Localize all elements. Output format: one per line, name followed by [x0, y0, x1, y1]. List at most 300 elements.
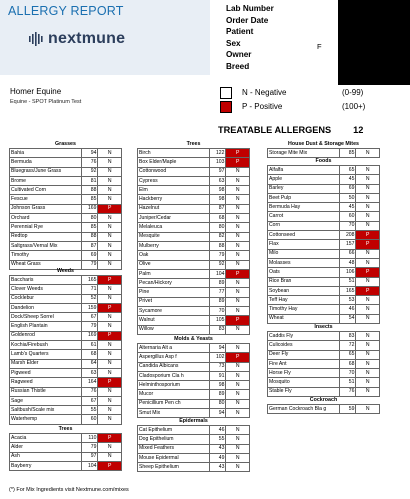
- field-breed: Breed: [226, 61, 250, 71]
- allergen-result: N: [356, 359, 380, 368]
- allergen-result: N: [98, 406, 122, 415]
- allergen-result: P: [356, 240, 380, 249]
- allergen-value: 70: [339, 221, 356, 230]
- allergen-result: N: [226, 435, 250, 444]
- allergen-result: N: [226, 288, 250, 297]
- allergen-name: Cocklebur: [10, 294, 82, 303]
- allergen-row: [10, 387, 122, 396]
- allergen-value: 169: [81, 204, 98, 213]
- allergen-name: Flax: [268, 240, 340, 249]
- allergen-result: N: [98, 195, 122, 204]
- allergen-name: Birch: [138, 149, 210, 158]
- allergen-value: 46: [209, 426, 226, 435]
- allergen-result: N: [98, 368, 122, 377]
- allergen-result: N: [98, 251, 122, 260]
- allergen-value: 159: [81, 303, 98, 312]
- allergen-row: [138, 371, 250, 380]
- allergen-row: [10, 158, 122, 167]
- allergen-name: Helminthosporium: [138, 381, 210, 390]
- allergen-name: Teff Hay: [268, 296, 340, 305]
- allergen-name: Apple: [268, 175, 340, 184]
- allergen-result: N: [226, 399, 250, 408]
- allergen-result: N: [226, 186, 250, 195]
- allergen-value: 98: [209, 381, 226, 390]
- allergen-result: N: [98, 415, 122, 424]
- allergen-result: P: [98, 303, 122, 312]
- allergen-value: 80: [81, 214, 98, 223]
- section-trees: [137, 141, 250, 335]
- treatable-allergens: [218, 125, 363, 135]
- allergen-value: 92: [81, 167, 98, 176]
- allergen-value: 92: [209, 260, 226, 269]
- allergen-result: N: [226, 362, 250, 371]
- allergen-value: 63: [209, 176, 226, 185]
- allergen-value: 104: [81, 461, 98, 470]
- allergen-name: Smut Mix: [138, 409, 210, 418]
- allergen-value: 157: [339, 240, 356, 249]
- positive-label: P - Positive: [242, 102, 283, 111]
- allergen-name: Molasses: [268, 258, 340, 267]
- section-cockroach: [267, 397, 380, 414]
- test-name: Equine - SPOT Platinum Test: [10, 99, 82, 105]
- allergen-row: [10, 313, 122, 322]
- allergen-result: N: [226, 195, 250, 204]
- allergen-row: [268, 240, 380, 249]
- allergen-value: 85: [81, 223, 98, 232]
- allergen-row: [10, 452, 122, 461]
- allergen-value: 45: [339, 203, 356, 212]
- allergen-result: N: [356, 378, 380, 387]
- sex-value: F: [317, 42, 322, 51]
- allergen-table: [9, 433, 122, 471]
- allergen-value: 65: [339, 166, 356, 175]
- allergen-value: 83: [209, 325, 226, 334]
- allergen-result: P: [356, 231, 380, 240]
- allergen-value: 83: [339, 332, 356, 341]
- allergen-result: N: [356, 277, 380, 286]
- allergen-result: N: [98, 322, 122, 331]
- allergen-row: [138, 158, 250, 167]
- allergen-value: 54: [339, 314, 356, 323]
- allergen-value: 55: [81, 406, 98, 415]
- allergen-value: 88: [81, 232, 98, 241]
- allergen-result: N: [98, 260, 122, 269]
- allergen-value: 87: [81, 241, 98, 250]
- allergen-value: 45: [339, 175, 356, 184]
- allergen-name: Mucor: [138, 390, 210, 399]
- allergen-result: N: [356, 166, 380, 175]
- allergen-result: P: [226, 353, 250, 362]
- allergen-value: 50: [339, 193, 356, 202]
- allergen-name: Bayberry: [10, 461, 82, 470]
- allergen-result: N: [98, 214, 122, 223]
- allergen-name: Wheat Grass: [10, 260, 82, 269]
- allergen-value: 43: [209, 444, 226, 453]
- allergen-row: [268, 258, 380, 267]
- allergen-name: Stable Fly: [268, 387, 340, 396]
- allergen-name: Willow: [138, 325, 210, 334]
- allergen-row: [10, 322, 122, 331]
- allergen-name: Sheep Epithelium: [138, 463, 210, 472]
- allergen-value: 122: [209, 149, 226, 158]
- allergen-value: 91: [209, 371, 226, 380]
- allergen-row: [268, 369, 380, 378]
- allergen-row: [138, 362, 250, 371]
- allergen-result: P: [98, 276, 122, 285]
- allergen-value: 61: [81, 341, 98, 350]
- allergen-name: Brome: [10, 176, 82, 185]
- allergen-row: [268, 184, 380, 193]
- allergen-name: Acacia: [10, 434, 82, 443]
- allergen-name: Timothy: [10, 251, 82, 260]
- allergen-value: 73: [209, 362, 226, 371]
- allergen-value: 94: [209, 409, 226, 418]
- allergen-value: 110: [81, 434, 98, 443]
- allergen-name: Oats: [268, 268, 340, 277]
- allergen-result: N: [226, 232, 250, 241]
- allergen-value: 60: [81, 415, 98, 424]
- allergen-name: Melaleuca: [138, 223, 210, 232]
- allergen-value: 165: [339, 286, 356, 295]
- allergen-row: [138, 223, 250, 232]
- allergen-name: Saltgrass/Vernal Mix: [10, 241, 82, 250]
- allergen-name: Redtop: [10, 232, 82, 241]
- allergen-result: N: [98, 443, 122, 452]
- allergen-result: P: [98, 331, 122, 340]
- allergen-row: [10, 167, 122, 176]
- allergen-name: Pigweed: [10, 368, 82, 377]
- logo-text: nextmune: [48, 30, 126, 47]
- allergen-name: Caddis Fly: [268, 332, 340, 341]
- allergen-name: Mesquite: [138, 232, 210, 241]
- allergen-name: Cottonseed: [268, 231, 340, 240]
- allergen-value: 106: [339, 268, 356, 277]
- allergen-row: [268, 166, 380, 175]
- section-epidermals: [137, 418, 250, 472]
- allergen-result: N: [356, 249, 380, 258]
- allergen-result: N: [226, 409, 250, 418]
- allergen-value: 48: [339, 258, 356, 267]
- section-title: Cockroach: [309, 397, 338, 403]
- section-title: Trees: [58, 426, 73, 432]
- allergen-name: Carrot: [268, 212, 340, 221]
- allergen-row: [138, 426, 250, 435]
- allergen-result: N: [98, 158, 122, 167]
- allergen-value: 69: [339, 184, 356, 193]
- allergen-result: N: [98, 313, 122, 322]
- allergen-table: [9, 148, 122, 270]
- allergen-name: Cypress: [138, 176, 210, 185]
- allergen-name: Alternaria Alt a: [138, 344, 210, 353]
- allergen-result: N: [356, 184, 380, 193]
- allergen-name: Horse Fly: [268, 369, 340, 378]
- allergen-row: [10, 204, 122, 213]
- allergen-result: N: [98, 223, 122, 232]
- allergen-value: 94: [209, 344, 226, 353]
- allergen-name: Cat Epithelium: [138, 426, 210, 435]
- allergen-value: 169: [81, 331, 98, 340]
- positive-swatch: [220, 101, 232, 113]
- allergen-table: [267, 148, 380, 158]
- allergen-name: Johnson Grass: [10, 204, 82, 213]
- allergen-row: [10, 285, 122, 294]
- report-fields: [226, 3, 274, 73]
- allergen-name: Alfalfa: [268, 166, 340, 175]
- allergen-result: N: [98, 167, 122, 176]
- allergen-row: [138, 269, 250, 278]
- allergen-row: [138, 204, 250, 213]
- allergen-row: [138, 316, 250, 325]
- allergen-result: N: [356, 387, 380, 396]
- allergen-value: 70: [339, 369, 356, 378]
- allergen-name: Walnut: [138, 316, 210, 325]
- allergen-value: 165: [81, 276, 98, 285]
- allergen-value: 52: [81, 294, 98, 303]
- allergen-result: N: [356, 193, 380, 202]
- allergen-result: N: [226, 381, 250, 390]
- treatable-label: TREATABLE ALLERGENS: [218, 125, 332, 135]
- allergen-value: 81: [81, 176, 98, 185]
- allergen-value: 97: [209, 167, 226, 176]
- allergen-result: N: [226, 251, 250, 260]
- allergen-result: N: [226, 453, 250, 462]
- allergen-result: N: [356, 305, 380, 314]
- allergen-value: 46: [339, 305, 356, 314]
- allergen-value: 65: [339, 350, 356, 359]
- allergen-result: N: [356, 203, 380, 212]
- allergen-result: N: [98, 186, 122, 195]
- allergen-name: Oak: [138, 251, 210, 260]
- allergen-value: 89: [209, 390, 226, 399]
- allergen-result: N: [226, 426, 250, 435]
- allergen-row: [138, 453, 250, 462]
- allergen-row: [268, 277, 380, 286]
- section-grasses: [9, 141, 122, 270]
- allergen-value: 85: [81, 195, 98, 204]
- allergen-value: 89: [209, 279, 226, 288]
- allergen-result: N: [226, 371, 250, 380]
- allergen-row: [10, 303, 122, 312]
- allergen-value: 103: [209, 158, 226, 167]
- allergen-name: Hazelnut: [138, 204, 210, 213]
- allergen-row: [138, 288, 250, 297]
- allergen-row: [10, 341, 122, 350]
- allergen-row: [138, 279, 250, 288]
- allergen-value: 71: [81, 285, 98, 294]
- allergen-value: 68: [209, 214, 226, 223]
- allergen-result: N: [226, 260, 250, 269]
- section-title: Epidermals: [179, 418, 208, 424]
- allergen-value: 51: [339, 378, 356, 387]
- nextmune-logo: [28, 28, 125, 50]
- allergen-result: N: [356, 314, 380, 323]
- allergen-name: Cottonwood: [138, 167, 210, 176]
- allergen-result: N: [98, 341, 122, 350]
- allergen-row: [268, 212, 380, 221]
- allergen-value: 164: [81, 378, 98, 387]
- allergen-value: 94: [81, 149, 98, 158]
- allergen-result: N: [356, 341, 380, 350]
- allergen-row: [10, 251, 122, 260]
- allergen-name: Mouse Epidermal: [138, 453, 210, 462]
- footnote: (*) For Mix Ingredients visit Nextmune.com/mixes: [9, 487, 129, 493]
- allergen-row: [10, 378, 122, 387]
- allergen-row: [268, 268, 380, 277]
- allergen-result: N: [98, 294, 122, 303]
- allergen-value: 68: [81, 350, 98, 359]
- allergen-row: [268, 350, 380, 359]
- allergen-row: [10, 331, 122, 340]
- allergen-result: P: [226, 316, 250, 325]
- allergen-name: Elm: [138, 186, 210, 195]
- allergen-name: Dog Epithelium: [138, 435, 210, 444]
- allergen-name: Perennial Rye: [10, 223, 82, 232]
- allergen-name: Bermuda Hay: [268, 203, 340, 212]
- allergen-row: [268, 175, 380, 184]
- allergen-name: Fescue: [10, 195, 82, 204]
- allergen-row: [10, 223, 122, 232]
- allergen-name: Box Elder/Maple: [138, 158, 210, 167]
- allergen-value: 76: [81, 158, 98, 167]
- allergen-name: Fire Ant: [268, 359, 340, 368]
- allergen-name: Storage Mite Mix: [268, 149, 340, 158]
- allergen-name: Orchard: [10, 214, 82, 223]
- allergen-name: Palm: [138, 269, 210, 278]
- allergen-result: N: [98, 241, 122, 250]
- allergen-name: Beet Pulp: [268, 193, 340, 202]
- allergen-name: Waterhemp: [10, 415, 82, 424]
- section-title: Molds & Yeasts: [174, 336, 213, 342]
- allergen-value: 66: [339, 249, 356, 258]
- allergen-name: Deer Fly: [268, 350, 340, 359]
- allergen-row: [268, 305, 380, 314]
- allergen-name: Pine: [138, 288, 210, 297]
- allergen-name: Barley: [268, 184, 340, 193]
- positive-range: (100+): [342, 102, 366, 111]
- allergen-result: N: [98, 232, 122, 241]
- allergen-table: [267, 331, 380, 397]
- section-title: Insects: [314, 324, 333, 330]
- allergen-name: Mulberry: [138, 241, 210, 250]
- allergen-result: N: [226, 344, 250, 353]
- allergen-row: [138, 167, 250, 176]
- allergen-name: Penicillium Pen ch: [138, 399, 210, 408]
- allergen-row: [10, 276, 122, 285]
- field-owner: Owner: [226, 50, 252, 60]
- allergen-table: [137, 148, 250, 335]
- allergen-row: [10, 195, 122, 204]
- allergen-name: German Cockroach Bla g: [268, 405, 340, 414]
- section-trees-left: [9, 426, 122, 471]
- allergen-result: P: [98, 461, 122, 470]
- allergen-name: Clover Weeds: [10, 285, 82, 294]
- allergen-name: Sycamore: [138, 307, 210, 316]
- allergen-row: [10, 415, 122, 424]
- section-title: House Dust & Storage Mites: [288, 141, 359, 147]
- allergen-row: [10, 186, 122, 195]
- allergen-row: [138, 325, 250, 334]
- allergen-table: [9, 275, 122, 425]
- allergen-name: Soybean: [268, 286, 340, 295]
- allergen-row: [138, 232, 250, 241]
- allergen-row: [268, 203, 380, 212]
- allergen-name: Wheat: [268, 314, 340, 323]
- allergen-name: Baccharis: [10, 276, 82, 285]
- allergen-row: [268, 193, 380, 202]
- allergen-result: N: [356, 405, 380, 414]
- allergen-row: [10, 406, 122, 415]
- allergen-row: [10, 294, 122, 303]
- allergen-result: P: [98, 204, 122, 213]
- allergen-result: N: [98, 176, 122, 185]
- allergen-result: N: [226, 390, 250, 399]
- allergen-name: Milo: [268, 249, 340, 258]
- allergen-row: [10, 176, 122, 185]
- allergen-row: [138, 307, 250, 316]
- allergen-result: N: [226, 223, 250, 232]
- allergen-value: 76: [339, 387, 356, 396]
- allergen-row: [268, 387, 380, 396]
- allergen-row: [138, 241, 250, 250]
- allergen-result: P: [226, 149, 250, 158]
- allergen-row: [138, 435, 250, 444]
- allergen-value: 67: [81, 396, 98, 405]
- allergen-row: [138, 260, 250, 269]
- allergen-value: 49: [209, 453, 226, 462]
- allergen-row: [138, 381, 250, 390]
- allergen-value: 97: [81, 452, 98, 461]
- allergen-result: N: [226, 444, 250, 453]
- treatable-count: 12: [353, 125, 364, 135]
- allergen-row: [138, 186, 250, 195]
- allergen-row: [138, 297, 250, 306]
- header-banner: [0, 0, 210, 75]
- allergen-row: [138, 353, 250, 362]
- allergen-value: 55: [209, 435, 226, 444]
- allergen-row: [138, 390, 250, 399]
- redaction-block: [338, 0, 410, 85]
- allergen-row: [10, 359, 122, 368]
- allergen-row: [268, 314, 380, 323]
- allergen-result: N: [226, 176, 250, 185]
- allergen-result: P: [356, 286, 380, 295]
- allergen-name: Dandelion: [10, 303, 82, 312]
- allergen-name: Culicoides: [268, 341, 340, 350]
- allergen-value: 87: [209, 204, 226, 213]
- allergen-name: Privet: [138, 297, 210, 306]
- allergen-result: N: [98, 387, 122, 396]
- allergen-row: [138, 344, 250, 353]
- negative-range: (0-99): [342, 88, 364, 97]
- allergen-value: 85: [339, 149, 356, 158]
- allergen-row: [268, 296, 380, 305]
- allergen-row: [10, 241, 122, 250]
- allergen-row: [138, 399, 250, 408]
- logo-bars-icon: [28, 31, 44, 47]
- allergen-value: 98: [209, 195, 226, 204]
- allergen-row: [268, 221, 380, 230]
- allergen-result: N: [226, 325, 250, 334]
- allergen-name: Olive: [138, 260, 210, 269]
- allergen-result: N: [356, 212, 380, 221]
- allergen-value: 51: [339, 277, 356, 286]
- allergen-value: 68: [339, 359, 356, 368]
- allergen-name: Bahia: [10, 149, 82, 158]
- allergen-name: Bluegrass/June Grass: [10, 167, 82, 176]
- allergen-value: 82: [209, 232, 226, 241]
- allergen-name: Aspergillus Asp f: [138, 353, 210, 362]
- allergen-value: 53: [339, 296, 356, 305]
